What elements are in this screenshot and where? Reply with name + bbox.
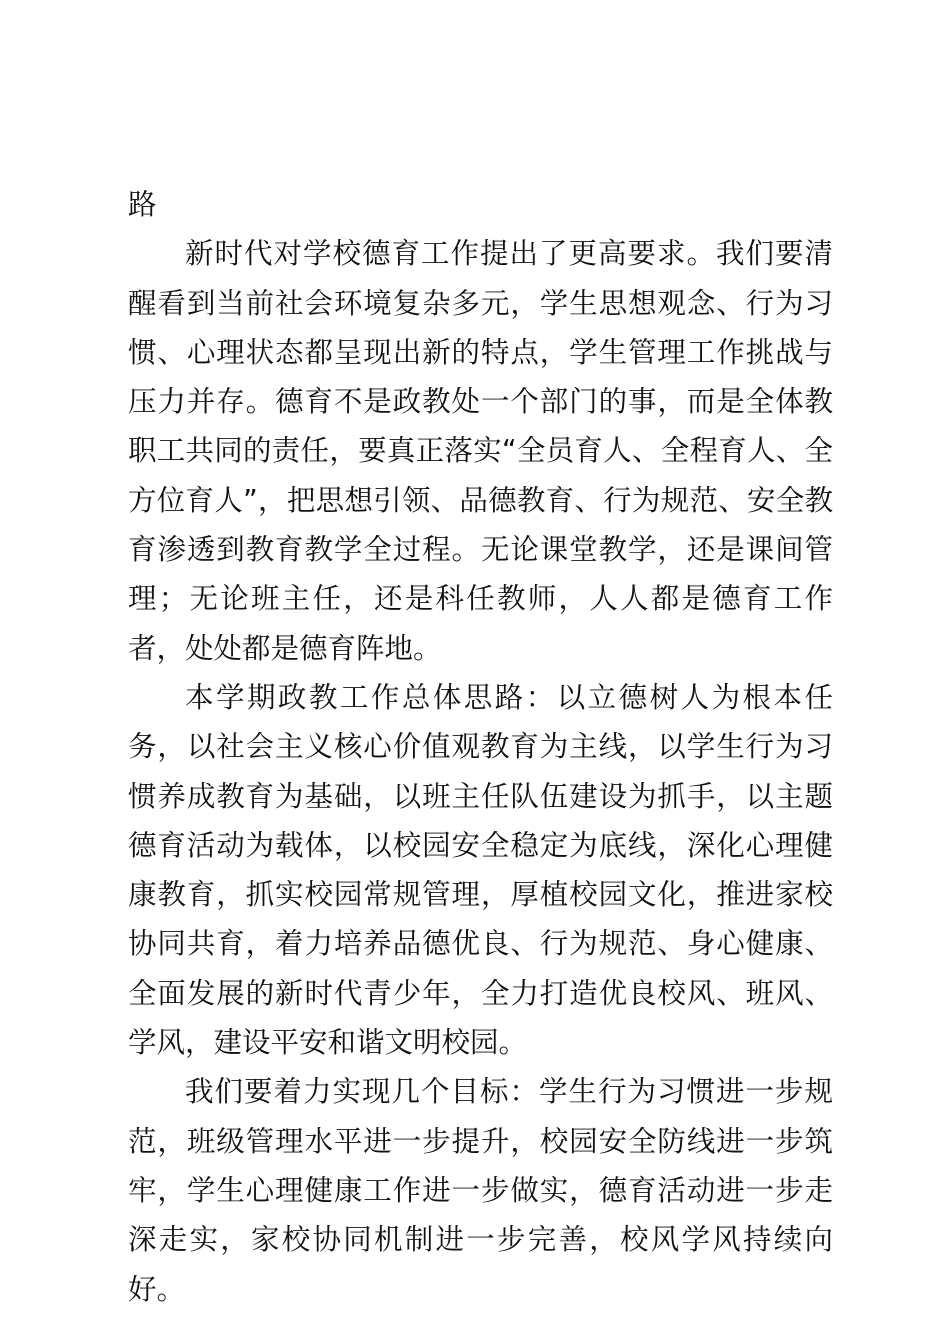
paragraph-situation: 新时代对学校德育工作提出了更高要求。我们要清醒看到当前社会环境复杂多元，学生思想观念、行为习惯、心理状态都呈现出新的特点，学生管理工作挑战与压力并存。德育不是政教处一个部门的事，而是全体教职工共同的责任，要真正落实“全员育人、全程育人、全方位育人”，把思想引领、品德教育、行为规范、安全教育渗透到教育教学全过程。无论课堂教学，还是课间管理；无论班主任，还是科任教师，人人都是德育工作者，处处都是德育阵地。 (128, 237, 833, 665)
document-body (128, 180, 833, 1314)
continuation-line: 路 (128, 188, 157, 221)
paragraph-overall-approach: 本学期政教工作总体思路：以立德树人为根本任务，以社会主义核心价值观教育为主线，以学生行为习惯养成教育为基础，以班主任队伍建设为抓手，以主题德育活动为载体，以校园安全稳定为底线，深化心理健康教育，抓实校园常规管理，厚植校园文化，推进家校协同共育，着力培养品德优良、行为规范、身心健康、全面发展的新时代青少年，全力打造优良校风、班风、学风，建设平安和谐文明校园。 (128, 680, 833, 1060)
paragraph-goals: 我们要着力实现几个目标：学生行为习惯进一步规范，班级管理水平进一步提升，校园安全防线进一步筑牢，学生心理健康工作进一步做实，德育活动进一步走深走实，家校协同机制进一步完善，校风学风持续向好。 (128, 1075, 833, 1306)
